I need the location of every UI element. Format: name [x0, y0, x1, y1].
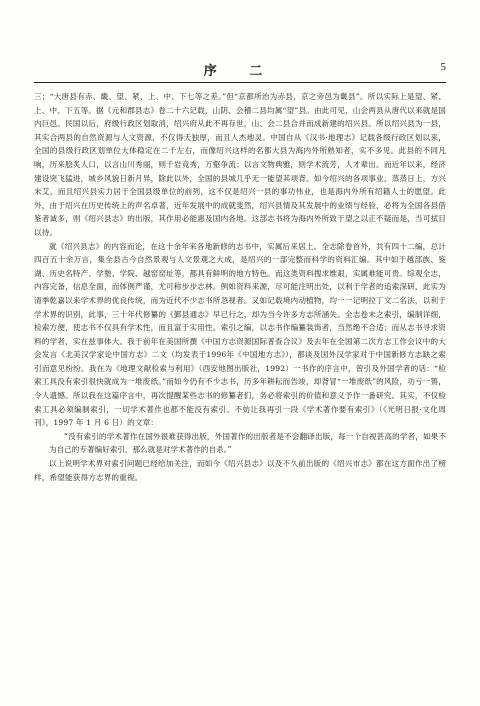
page-header: [34, 60, 446, 80]
document-page: [34, 0, 446, 706]
page-title: 序 二: [203, 64, 277, 79]
paragraph-2: 就《绍兴县志》的内容而论，在这十余年来各地新修的志书中，实属后来居上。全志除卷首外，共有四十二编，总计四百五十余万言，集全县古今自然景观与人文景观之大成，是绍兴的一部完整而科学的资料汇编。其中如于越部族、鉴湖、历史名特产、学塾、学院、越窑窑址等，都具有鲜明的地方特色。而这类资料搜求维艰，实属难能可贵。综观全志，内容完备，信息全面，而体例严谨，尤可称步步志林。例如资料来源，尽可能注明出处，以利于学者的追索深研，此实为清季乾嘉以来学术界的优良传统，而为近代不少志书所忽视者。又如记载境内动植物，均一一记明拉丁文二名法，以利于学术界的识别，此事，三十年代修纂的《鄞县通志》早已行之，却为当今许多方志所涵失。全志卷末之索引，编制详细，检索方便，使志书不仅具有学术性，而且富于实用性。索引之编，以志书作编纂装饰者，当然绝不合适；而从志书寻求资料的学者，实在兹事体大。我于前年在美国所撰《中国方志资源国际普查合议》及去年在全国第二次方志工作会议中的大会发言《北美汉学家论中国方志》二文（均发表于1996年《中国地方志》），都谈及国外汉学家对于中国新修方志缺之索引而意见纷纷。我在为《地理文献检索与利用》（西安地图出版社，1992）一书作的序言中，曾引及外国学者的话：“检索工具没有索引很快就成为一堆废纸。”而如今仍有不少志书，历多年耕耘而告竣，却背冒“一堆废纸”的风险，功亏一篑，令人遗憾。所以我在这篇序言中，再次提醒某些志书的修纂者们，务必将索引的价值和意义予作一番研究。其实，不仅检索工具必须编制索引，一切学术著作也都不能没有索引。不妨让我再引一段《学术著作要有索引》（《光明日报·文化周刊》，1997 年 1 月 6 日）的文章：: [34, 241, 446, 428]
header-rule: [34, 82, 446, 83]
page-number: 5: [440, 61, 446, 73]
paragraph-1: 三；“大唐县有赤、畿、望、紧、上、中、下七等之差。”但“京都所治为赤县，京之旁邑为畿县”。所以实际上是望、紧、上、中、下五等。据《元和郡县志》卷二十六记载，山阴、会稽二县均属“望”县。由此可见，山会两县从唐代以来就是国内巨邑。民国以后，府级行政区划取消，绍兴府从此不再存世，山、会二县合并而成新建的绍兴县。所以绍兴县为一县，其实合两县的自然资源与人文资源，不仅得天独厚，而且人杰地灵。中国自从《汉书·地理志》记载各级行政区划以来，全国的县级行政区划单位大体稳定在二千左右，而像绍兴这样的名都大县为海内外所熟知者，实不多见。此县的不同凡响，历来脍炙人口，以言山川秀丽，则千岩竞秀，万壑争流；以言文物典雅，则学术流芳，人才辈出。而近年以来，经济建设突飞猛进，城乡风貌日新月异，除此以外，全国的县城几乎无一能望其项背。如今绍兴的各项事业，蒸蒸日上，方兴未艾，而且绍兴县实力居于全国县级单位的前列，这不仅是绍兴一县的事功伟业，也是海内外所有绍籍人士的愿望。此外，由于绍兴在历史传统上的声名卓著，近年发展中的成就斐然，绍兴县情及其发展中的业绩与经验，必将为全国各县借鉴者诚多，则《绍兴县志》的出版，其作用必能惠及国内各地。这部志书将为海内外所致于望之以正不疑而是，当可拭目以待。: [34, 92, 446, 237]
closing-paragraph: 以上说明学术界对索引问题已经给加关注，而如今《绍兴县志》以及不久前出版的《绍兴市志》都在这方面作出了榜样，希望能获得方志界的重视。: [34, 459, 446, 482]
quotation: “没有索引的学术著作在国外很难获得出版，外国著作的出版者是不会翻译出版，每一个自视甚高的学者，如果不为自己的专著编好索引，那么就是对学术著作的自杀。”: [49, 431, 446, 455]
page-body: [34, 90, 446, 484]
